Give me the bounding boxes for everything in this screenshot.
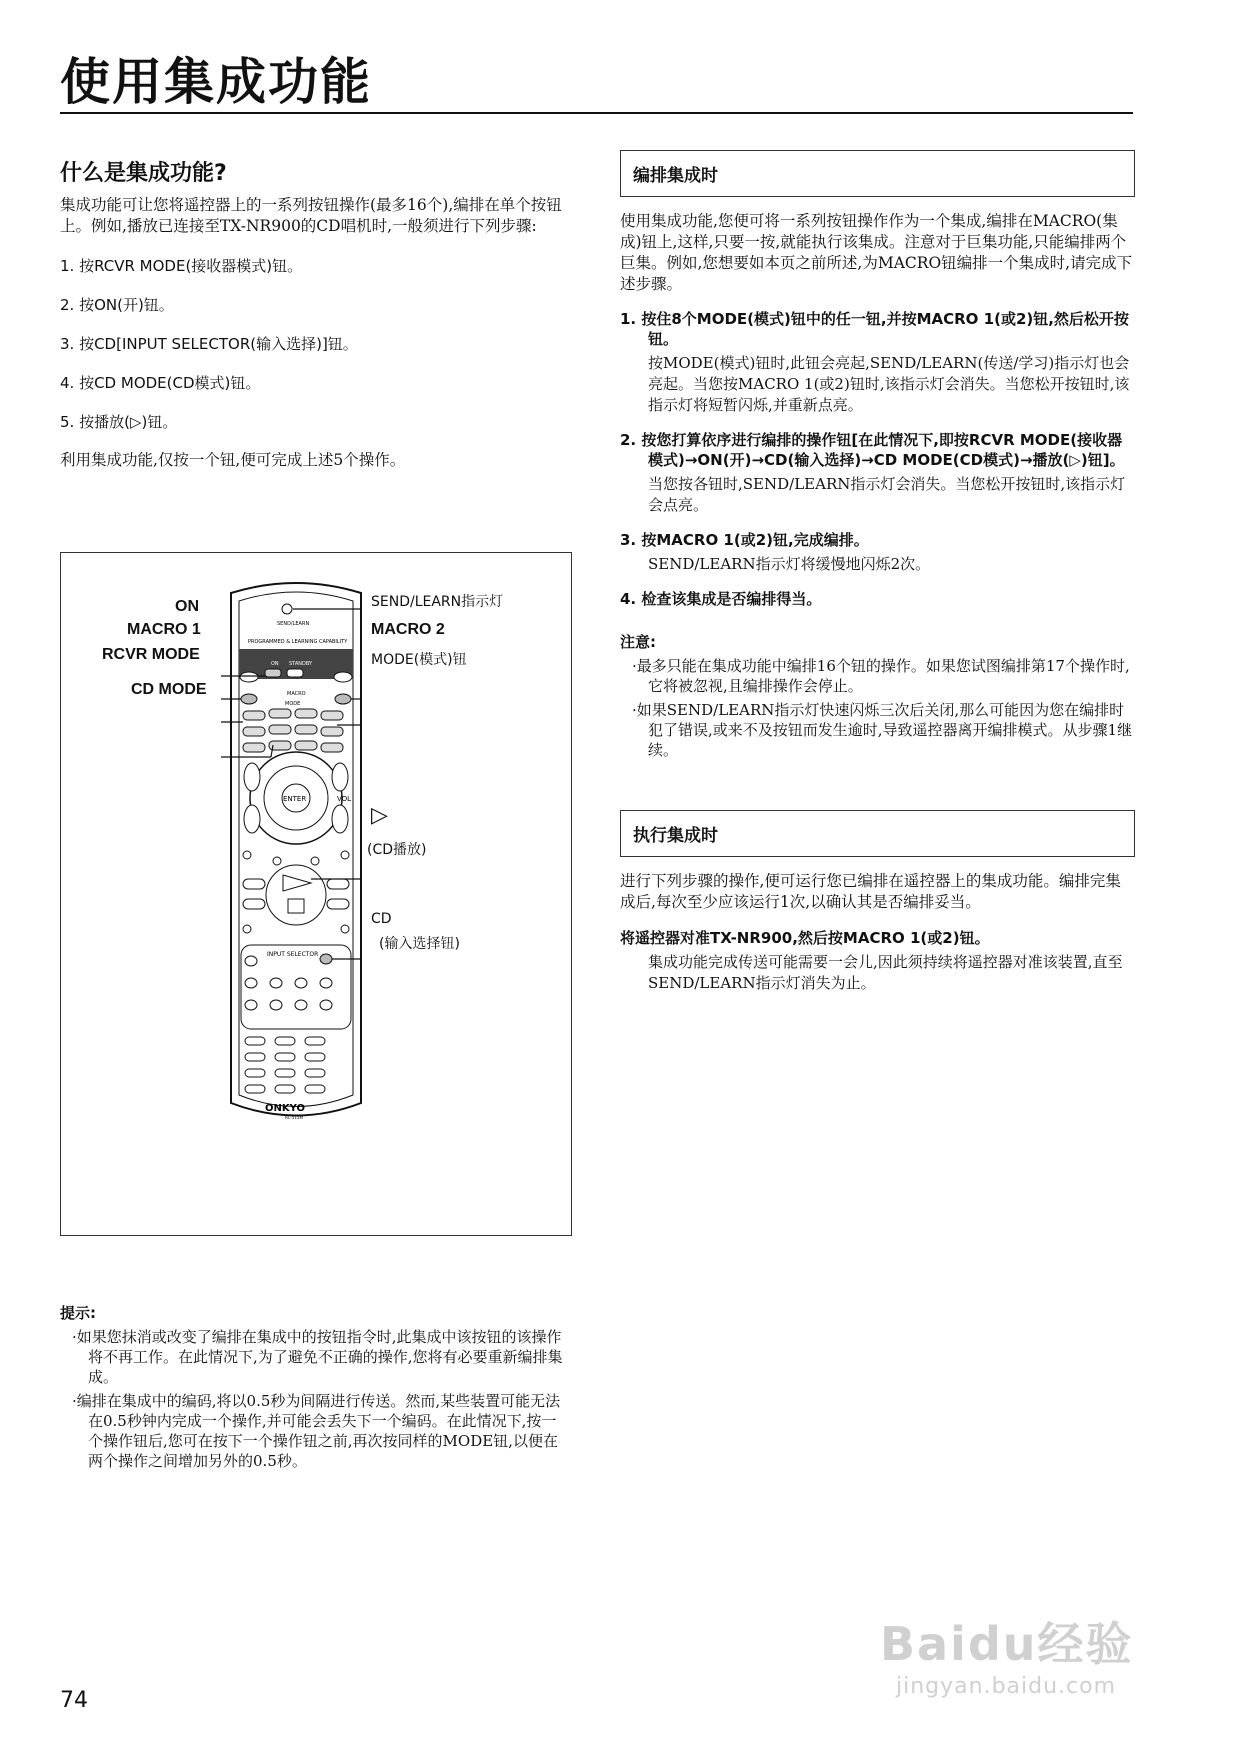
watermark-main: Baidu经验 xyxy=(880,1617,1134,1671)
label-cd: CD xyxy=(371,911,392,927)
remote-figure xyxy=(60,552,572,1236)
svg-text:SEND/LEARN: SEND/LEARN xyxy=(277,621,310,627)
label-rcvr-mode: RCVR MODE xyxy=(102,646,200,663)
svg-text:MODE: MODE xyxy=(285,701,301,707)
program-step-desc: 按MODE(模式)钮时,此钮会亮起,SEND/LEARN(传送/学习)指示灯也会亮起。当您按MACRO 1(或2)钮时,该指示灯会消失。当您松开按钮时,该指示灯将短暂闪烁,并重新点亮。 xyxy=(648,354,1130,414)
intro-paragraph: 集成功能可让您将遥控器上的一系列按钮操作(最多16个),编排在单个按钮上。例如,播放已连接至TX-NR900的CD唱机时,一般须进行下列步骤: xyxy=(60,196,562,235)
execute-intro: 进行下列步骤的操作,便可运行您已编排在遥控器上的集成功能。编排完集成后,每次至少应该运行1次,以确认其是否编排妥当。 xyxy=(620,872,1121,911)
label-on: ON xyxy=(175,598,199,615)
note-item: ·最多只能在集成功能中编排16个钮的操作。如果您试图编排第17个操作时,它将被忽视,且编排操作会停止。 xyxy=(632,657,1130,695)
svg-text:RC-515M: RC-515M xyxy=(285,1115,303,1120)
tip-item: ·如果您抹消或改变了编排在集成中的按钮指令时,此集成中该按钮的该操作将不再工作。在此情况下,为了避免不正确的操作,您将有必要重新编排集成。 xyxy=(72,1328,563,1386)
label-cd-mode: CD MODE xyxy=(131,681,207,698)
step-item: 2. 按ON(开)钮。 xyxy=(60,296,174,314)
page-title: 使用集成功能 xyxy=(60,53,372,111)
step-item: 5. 按播放(▷)钮。 xyxy=(60,413,178,431)
label-cd-input: (输入选择钮) xyxy=(379,936,460,952)
svg-text:PROGRAMMED & LEARNING CAPABILI: PROGRAMMED & LEARNING CAPABILITY xyxy=(248,639,348,645)
program-intro: 使用集成功能,您便可将一系列按钮操作作为一个集成,编排在MACRO(集成)钮上,这样,只要一按,就能执行该集成。注意对于巨集功能,只能编排两个巨集。例如,您想要如本页之前所述,为MACRO钮编排一个集成时,请完成下述步骤。 xyxy=(620,212,1133,293)
watermark-url: jingyan.baidu.com xyxy=(896,1674,1117,1699)
svg-text:MACRO: MACRO xyxy=(287,691,306,697)
svg-text:STANDBY: STANDBY xyxy=(289,661,313,667)
note-heading: 注意: xyxy=(620,633,656,651)
play-symbol-icon: ▷ xyxy=(371,803,388,828)
label-cd-play: (CD播放) xyxy=(367,842,427,858)
program-step-desc: SEND/LEARN指示灯将缓慢地闪烁2次。 xyxy=(648,555,931,573)
summary-paragraph: 利用集成功能,仅按一个钮,便可完成上述5个操作。 xyxy=(60,451,406,469)
section-heading-execute: 执行集成时 xyxy=(620,810,1135,857)
label-mode-button: MODE(模式)钮 xyxy=(371,652,467,668)
program-step-desc: 当您按各钮时,SEND/LEARN指示灯会消失。当您松开按钮时,该指示灯会点亮。 xyxy=(648,475,1126,514)
title-rule xyxy=(60,112,1133,114)
program-step-title: 2. 按您打算依序进行编排的操作钮[在此情况下,即按RCVR MODE(接收器模式)→ON(开)→CD(输入选择)→CD MODE(CD模式)→播放(▷)钮]。 xyxy=(620,431,1125,469)
execute-step: 将遥控器对准TX-NR900,然后按MACRO 1(或2)钮。 xyxy=(620,929,990,947)
step-item: 3. 按CD[INPUT SELECTOR(输入选择)]钮。 xyxy=(60,335,358,353)
note-item: ·如果SEND/LEARN指示灯快速闪烁三次后关闭,那么可能因为您在编排时犯了错误,或来不及按钮而发生逾时,导致遥控器离开编排模式。从步骤1继续。 xyxy=(632,701,1133,759)
program-step-title: 3. 按MACRO 1(或2)钮,完成编排。 xyxy=(620,531,869,549)
tip-item: ·编排在集成中的编码,将以0.5秒为间隔进行传送。然而,某些装置可能无法在0.5秒钟内完成一个操作,并可能会丢失下一个编码。在此情况下,按一个操作钮后,您可在按下一个操作钮之前,再次按同样的MODE钮,以便在两个操作之间增加另外的0.5秒。 xyxy=(72,1392,561,1470)
label-macro1: MACRO 1 xyxy=(127,621,201,638)
section-heading-what: 什么是集成功能? xyxy=(60,161,227,186)
page-number: 74 xyxy=(60,1688,88,1713)
program-step-title: 1. 按住8个MODE(模式)钮中的任一钮,并按MACRO 1(或2)钮,然后松开按钮。 xyxy=(620,310,1129,348)
watermark xyxy=(880,1608,1134,1699)
svg-text:INPUT SELECTOR: INPUT SELECTOR xyxy=(267,951,319,958)
svg-text:VOL: VOL xyxy=(337,795,352,803)
left-column xyxy=(60,150,570,471)
steps-list xyxy=(60,255,570,432)
tips-heading: 提示: xyxy=(60,1304,96,1322)
svg-text:ENTER: ENTER xyxy=(283,795,307,803)
label-macro2: MACRO 2 xyxy=(371,621,445,638)
execute-desc: 集成功能完成传送可能需要一会儿,因此须持续将遥控器对准该装置,直至SEND/LEARN指示灯消失为止。 xyxy=(648,953,1123,992)
section-heading-program: 编排集成时 xyxy=(620,150,1135,197)
label-send-learn: SEND/LEARN指示灯 xyxy=(371,594,504,610)
program-step-title: 4. 检查该集成是否编排得当。 xyxy=(620,590,822,608)
step-item: 4. 按CD MODE(CD模式)钮。 xyxy=(60,374,261,392)
svg-text:ONKYO: ONKYO xyxy=(265,1103,306,1114)
right-column xyxy=(620,150,1135,994)
tips-section xyxy=(60,1302,570,1471)
step-item: 1. 按RCVR MODE(接收器模式)钮。 xyxy=(60,257,303,275)
svg-text:ON: ON xyxy=(271,661,279,667)
